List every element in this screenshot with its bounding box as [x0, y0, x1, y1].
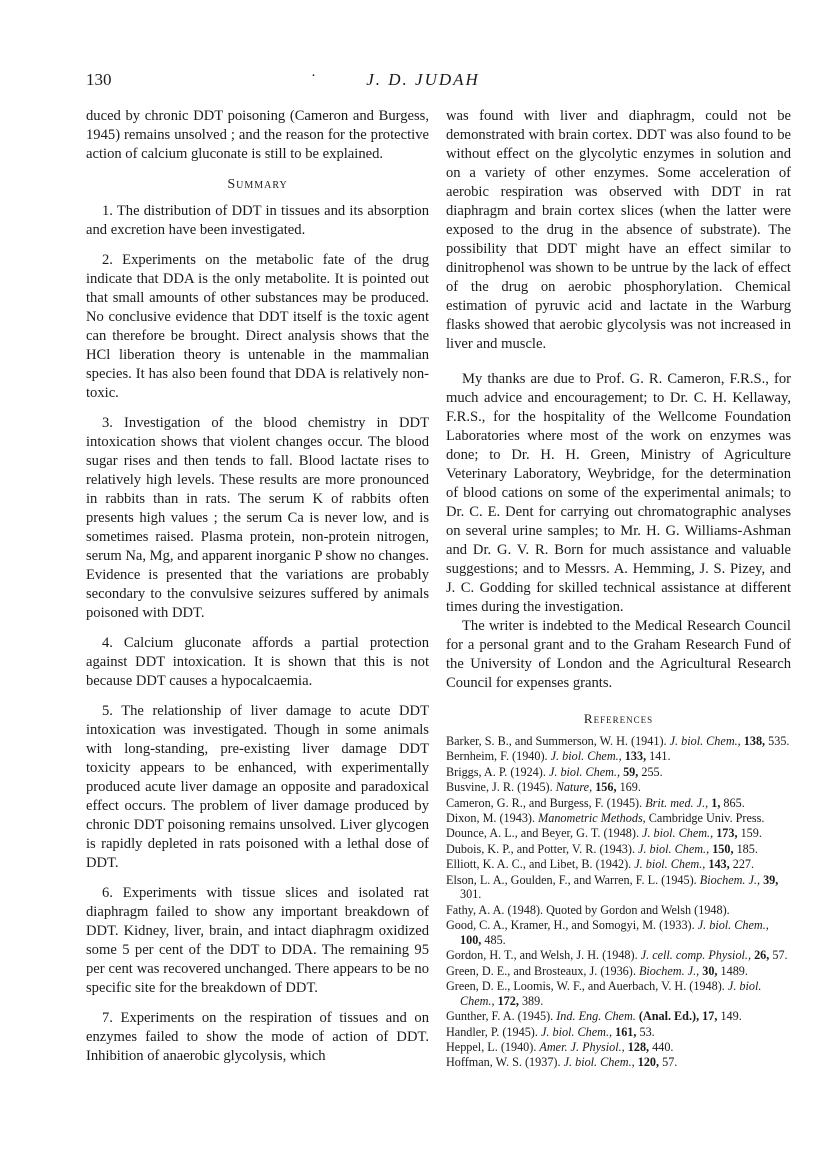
- reference-item: [446, 826, 791, 841]
- reference-journal: J. biol. Chem.,: [638, 841, 710, 856]
- reference-pages: Quoted by Gordon and Welsh (1948).: [546, 902, 730, 917]
- reference-volume: 120,: [637, 1055, 660, 1070]
- reference-authors: Dounce, A. L., and Beyer, G. T. (1948).: [446, 826, 639, 841]
- summary-item-1: 1. The distribution of DDT in tissues and its absorption and excretion have been investigated.: [86, 203, 429, 238]
- reference-authors: Dixon, M. (1943).: [446, 810, 536, 825]
- reference-volume: 26,: [754, 948, 770, 963]
- page-number: 130: [86, 70, 112, 89]
- page-header: [0, 70, 816, 96]
- summary-continuation: was found with liver and diaphragm, could not be demonstrated with brain cortex. DDT was also found to be without effect on the glycolytic enzymes in solution and on a variety of other enzymes. Some acceleration of aerobic respiration was observed with DDT in rat diaphragm and brain cortex slices (when the latter were exposed to the drug in the absence of substrate). The possibility that DDT might have an effect similar to dinitrophenol was shown to be untrue by the lack of effect of the drug on aerobic phosphorylation. Chemical estimation of pyruvic acid and lactate in the Warburg flasks showed that aerobic glycolysis was not increased in liver and muscle.: [446, 108, 791, 352]
- reference-pages: 141.: [649, 749, 671, 764]
- reference-item: [446, 1025, 791, 1040]
- summary-item-3: 3. Investigation of the blood chemistry in DDT intoxication shows that violent changes occur. The blood sugar rises and then tends to fall. Blood lactate rises to relatively high levels. These results are more pronounced in rabbits than in rats. The serum K of rabbits often presents high values ; the serum Ca is never low, and is sometimes raised. Plasma protein, non-protein nitrogen, serum Na, Mg, and apparent inorganic P show no changes. Evidence is presented that the variations are probably secondary to the convulsive seizures suffered by animals poisoned with DDT.: [86, 415, 429, 621]
- reference-pages: 53.: [639, 1024, 655, 1039]
- reference-item: [446, 918, 791, 948]
- intro-paragraph: duced by chronic DDT poisoning (Cameron and Burgess, 1945) remains unsolved ; and the reason for the protective action of calcium gluconate is still to be explained.: [86, 108, 429, 162]
- reference-journal: J. biol. Chem.,: [550, 749, 622, 764]
- reference-journal: Brit. med. J.,: [645, 795, 709, 810]
- reference-pages: 159.: [740, 826, 762, 841]
- reference-pages: 169.: [619, 780, 641, 795]
- reference-pages: 57.: [662, 1055, 678, 1070]
- reference-authors: Bernheim, F. (1940).: [446, 749, 548, 764]
- reference-volume: 59,: [623, 764, 639, 779]
- reference-journal: Biochem. J.,: [638, 963, 700, 978]
- reference-journal: J. biol. Chem.,: [697, 918, 769, 933]
- reference-volume: 39,: [763, 872, 779, 887]
- reference-journal: J. biol. Chem.,: [548, 764, 621, 779]
- summary-item-2: 2. Experiments on the metabolic fate of the drug indicate that DDA is the only metabolite. It is pointed out that small amounts of other substances may be produced. No conclusive evidence that DDT itself is the toxic agent can therefore be brought. Direct analysis shows that the HCl liberation theory is untenable in the mammalian species. It has also been found that DDA is relatively non-toxic.: [86, 252, 429, 401]
- reference-authors: Elliott, K. A. C., and Libet, B. (1942).: [446, 857, 632, 872]
- reference-item: [446, 1055, 791, 1070]
- reference-journal: Nature,: [555, 780, 593, 795]
- reference-item: [446, 964, 791, 979]
- reference-volume: 100,: [460, 932, 482, 947]
- reference-item: [446, 948, 791, 963]
- reference-journal: J. biol. Chem.,: [634, 857, 706, 872]
- right-column: [446, 107, 791, 1071]
- reference-volume: 156,: [595, 780, 617, 795]
- reference-journal: J. biol. Chem.,: [460, 979, 762, 1008]
- reference-pages: 301.: [460, 887, 482, 902]
- reference-authors: Fathy, A. A. (1948).: [446, 902, 544, 917]
- reference-volume: 143,: [708, 857, 730, 872]
- reference-volume: 128,: [627, 1040, 650, 1055]
- funding-paragraph: The writer is indebted to the Medical Research Council for a personal grant and to the Graham Research Fund of the University of London and the Agricultural Research Council for expenses grants.: [446, 618, 791, 691]
- reference-item: [446, 857, 791, 872]
- summary-item-6: 6. Experiments with tissue slices and isolated rat diaphragm failed to show any important breakdown of DDT. Kidney, liver, brain, and intact diaphragm oxidized some 5 per cent of the DDT to DDA. The remaining 95 per cent was recovered unchanged. There appears to be no specific site for the breakdown of DDT.: [86, 885, 429, 996]
- reference-item: [446, 903, 791, 918]
- reference-journal: J. biol. Chem.,: [642, 826, 714, 841]
- reference-volume: 172,: [497, 993, 519, 1008]
- reference-journal: Manometric Methods,: [538, 810, 646, 825]
- summary-item-5: 5. The relationship of liver damage to acute DDT intoxication was investigated. Though in some animals with long-standing, pre-existing liver damage DDT toxicity appears to be enhanced, with experimentally produced acute liver damage an opposite and paradoxical effect occurs. The problem of liver damage produced by chronic DDT poisoning remains unsolved. Liver glycogen is rapidly depleted in rats poisoned with a lethal dose of DDT.: [86, 703, 429, 871]
- reference-authors: Barker, S. B., and Summerson, W. H. (1941).: [446, 734, 667, 748]
- reference-list: [446, 734, 791, 1070]
- reference-volume: (Anal. Ed.), 17,: [638, 1009, 718, 1024]
- reference-item: [446, 734, 791, 749]
- reference-authors: Good, C. A., Kramer, H., and Somogyi, M. (1933).: [446, 918, 695, 933]
- reference-authors: Elson, L. A., Goulden, F., and Warren, F. L. (1945).: [446, 872, 697, 887]
- summary-item-7: 7. Experiments on the respiration of tissues and on enzymes failed to show the mode of action of DDT. Inhibition of anaerobic glycolysis, which: [86, 1010, 429, 1064]
- reference-authors: Handler, P. (1945).: [446, 1024, 538, 1039]
- reference-item: [446, 780, 791, 795]
- references-title: References: [583, 711, 654, 726]
- reference-pages: 440.: [652, 1040, 674, 1055]
- reference-item: [446, 979, 791, 1009]
- reference-journal: J. biol. Chem.,: [540, 1024, 613, 1039]
- reference-volume: 173,: [716, 826, 738, 841]
- header-dot: ·: [311, 68, 316, 84]
- reference-journal: J. biol. Chem.,: [669, 734, 741, 748]
- reference-pages: 389.: [521, 993, 544, 1008]
- reference-volume: 133,: [624, 749, 647, 764]
- reference-volume: 138,: [743, 734, 766, 748]
- reference-volume: 150,: [712, 841, 734, 856]
- reference-item: [446, 796, 791, 811]
- reference-item: [446, 765, 791, 780]
- running-title: J. D. JUDAH: [366, 70, 480, 89]
- reference-journal: Ind. Eng. Chem.: [556, 1009, 636, 1024]
- reference-journal: J. cell. comp. Physiol.,: [640, 948, 752, 963]
- summary-title: Summary: [227, 177, 288, 192]
- reference-pages: Cambridge Univ. Press.: [648, 810, 765, 825]
- reference-pages: 1489.: [720, 963, 748, 978]
- reference-pages: 227.: [732, 857, 755, 872]
- reference-pages: 185.: [736, 841, 758, 856]
- acknowledgement-paragraph: My thanks are due to Prof. G. R. Cameron, F.R.S., for much advice and encouragement; to Dr. C. H. Kellaway, F.R.S., for the hospitality of the Wellcome Foundation Laboratories where most of the work on enzymes was done; to Dr. H. H. Green, Ministry of Agriculture Veterinary Laboratory, Weybridge, for the determination of blood cations on some of the experimental animals; to Dr. C. E. Dent for carrying out chromatographic analyses on several urine samples; to Mr. H. G. Williams-Ashman and Dr. G. V. R. Born for much assistance and valuable suggestions; and to Messrs. A. Hemming, J. S. Pizey, and J. C. Godding for skilled technical assistance at different times during the investigation.: [446, 371, 791, 615]
- reference-authors: Green, D. E., and Brosteaux, J. (1936).: [446, 963, 636, 978]
- reference-volume: 161,: [615, 1024, 637, 1039]
- reference-volume: 30,: [702, 963, 718, 978]
- reference-authors: Heppel, L. (1940).: [446, 1040, 537, 1055]
- reference-pages: 255.: [641, 764, 663, 779]
- reference-authors: Busvine, J. R. (1945).: [446, 780, 553, 795]
- reference-item: [446, 811, 791, 826]
- reference-item: [446, 1009, 791, 1024]
- reference-pages: 535.: [768, 734, 790, 748]
- reference-item: [446, 873, 791, 903]
- reference-pages: 57.: [772, 948, 788, 963]
- summary-item-4: 4. Calcium gluconate affords a partial protection against DDT intoxication. It is shown that this is not because DDT causes a hypocalcaemia.: [86, 635, 429, 689]
- reference-pages: 485.: [484, 932, 506, 947]
- reference-journal: J. biol. Chem.,: [563, 1055, 635, 1070]
- reference-authors: Cameron, G. R., and Burgess, F. (1945).: [446, 795, 643, 810]
- reference-authors: Briggs, A. P. (1924).: [446, 764, 546, 779]
- reference-volume: 1,: [711, 795, 721, 810]
- reference-pages: 865.: [723, 795, 745, 810]
- reference-pages: 149.: [720, 1009, 742, 1024]
- left-column: [86, 107, 429, 1077]
- reference-authors: Gordon, H. T., and Welsh, J. H. (1948).: [446, 948, 638, 963]
- reference-authors: Gunther, F. A. (1945).: [446, 1009, 554, 1024]
- reference-journal: Biochem. J.,: [699, 872, 761, 887]
- reference-journal: Amer. J. Physiol.,: [539, 1040, 625, 1055]
- reference-item: [446, 749, 791, 764]
- reference-authors: Green, D. E., Loomis, W. F., and Auerbach, V. H. (1948).: [446, 979, 725, 994]
- reference-authors: Hoffman, W. S. (1937).: [446, 1055, 561, 1070]
- reference-item: [446, 842, 791, 857]
- reference-authors: Dubois, K. P., and Potter, V. R. (1943).: [446, 841, 635, 856]
- reference-item: [446, 1040, 791, 1055]
